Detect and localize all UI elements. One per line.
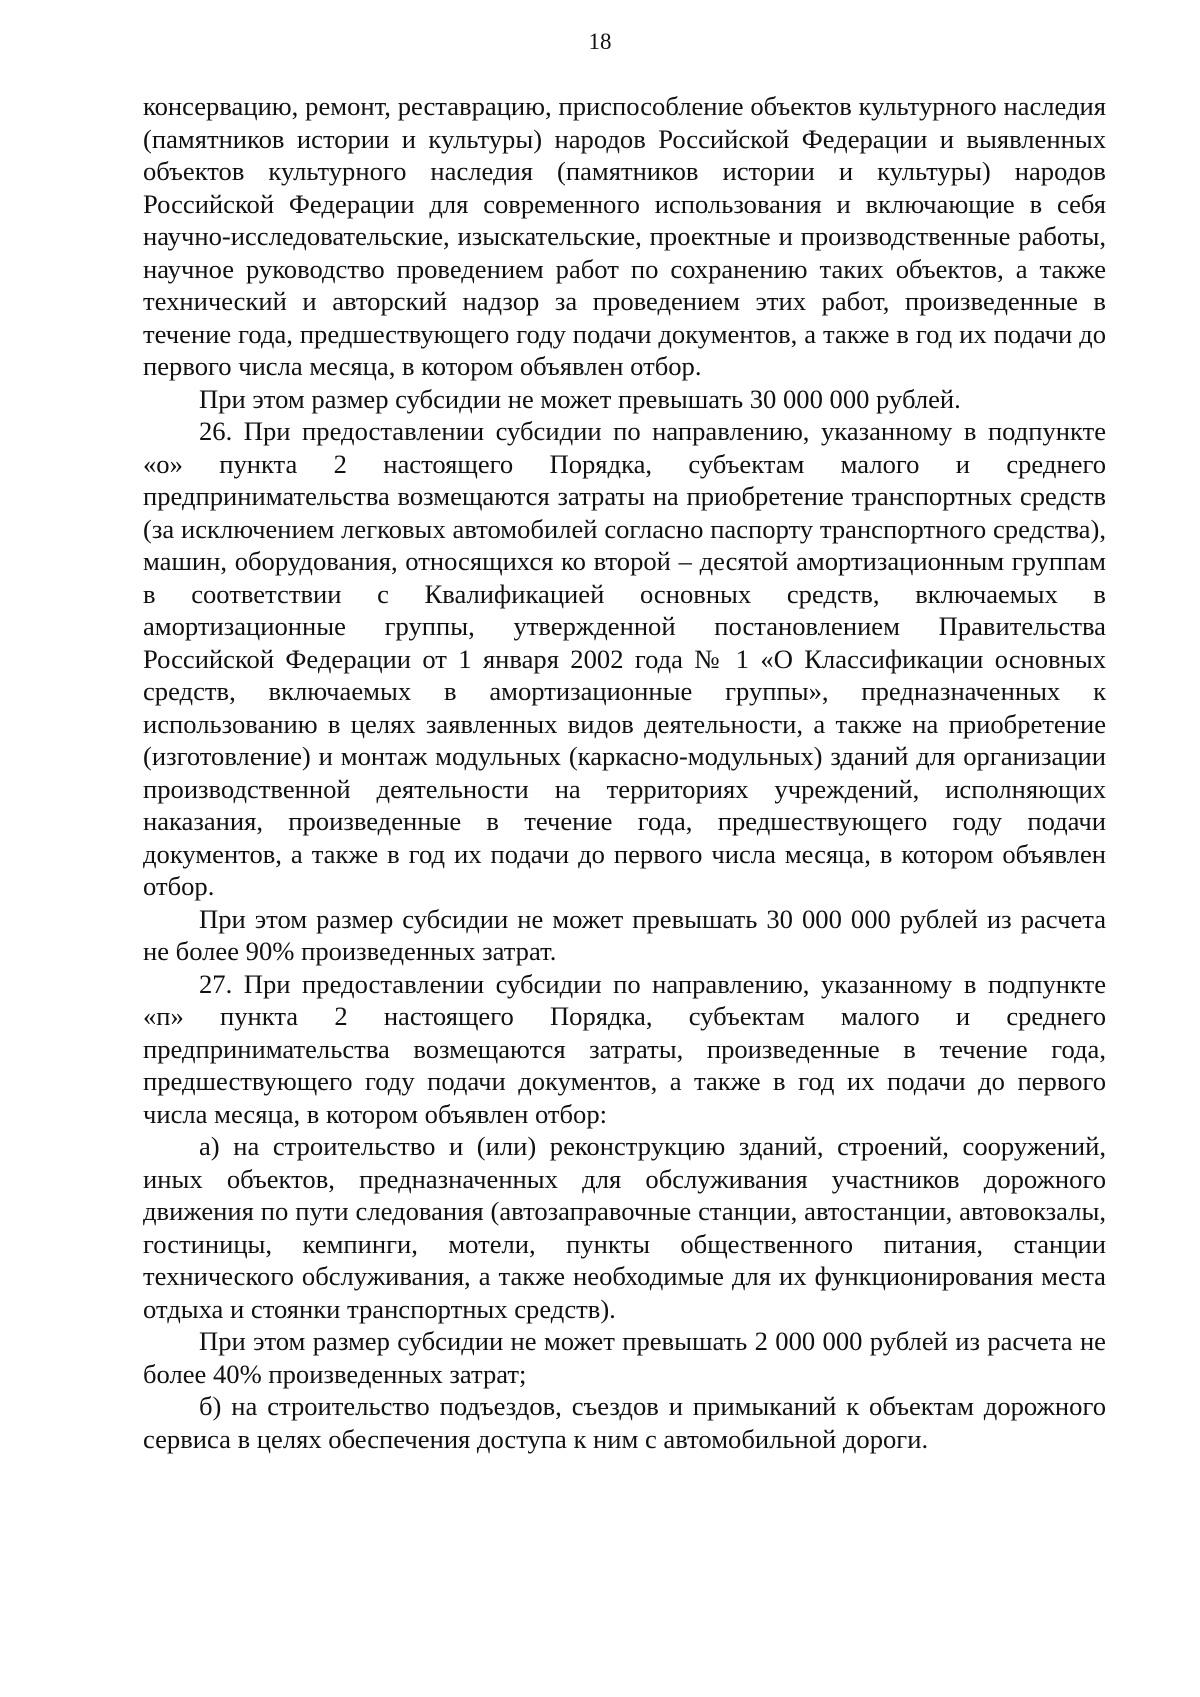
document-body (143, 90, 1106, 1455)
paragraph-item-27: 27. При предоставлении субсидии по направлению, указанному в подпункте «п» пункта 2 настоящего Порядка, субъектам малого и среднего предпринимательства возмещаются затраты, произведенные в течение года, предшествующего году подачи документов, а также в год их подачи до первого числа месяца, в котором объявлен отбор: (143, 968, 1106, 1129)
paragraph-subitem-b: б) на строительство подъездов, съездов и примыканий к объектам дорожного сервиса в целях обеспечения доступа к ним с автомобильной дороги. (143, 1391, 1106, 1454)
paragraph-subsidy-limit-1: При этом размер субсидии не может превышать 30 000 000 рублей. (199, 383, 961, 414)
paragraph-item-26: 26. При предоставлении субсидии по направлению, указанному в подпункте «о» пункта 2 настоящего Порядка, субъектам малого и среднего предпринимательства возмещаются затраты на приобретение транспортных средств (за исключением легковых автомобилей согласно паспорту транспортного средства), машин, оборудования, относящихся ко второй – десятой амортизационным группам в соответствии с Квалификацией основных средств, включаемых в амортизационные группы, утвержденной постановлением Правительства Российской Федерации от 1 января 2002 года № 1 «О Классификации основных средств, включаемых в амортизационные группы», предназначенных к использованию в целях заявленных видов деятельности, а также на приобретение (изготовление) и монтаж модульных (каркасно-модульных) зданий для организации производственной деятельности на территориях учреждений, исполняющих наказания, произведенные в течение года, предшествующего году подачи документов, а также в год их подачи до первого числа месяца, в котором объявлен отбор. (143, 416, 1106, 901)
paragraph-subitem-a: а) на строительство и (или) реконструкцию зданий, строений, сооружений, иных объектов, предназначенных для обслуживания участников дорожного движения по пути следования (автозаправочные станции, автостанции, автовокзалы, гостиницы, кемпинги, мотели, пункты общественного питания, станции технического обслуживания, а также необходимые для их функционирования места отдыха и стоянки транспортных средств). (143, 1131, 1106, 1324)
paragraph-subsidy-limit-3: При этом размер субсидии не может превышать 2 000 000 рублей из расчета не более 40% произведенных затрат; (143, 1326, 1106, 1389)
paragraph-subsidy-limit-2: При этом размер субсидии не может превышать 30 000 000 рублей из расчета не более 90% произведенных затрат. (143, 903, 1106, 966)
paragraph-continuation: консервацию, ремонт, реставрацию, приспособление объектов культурного наследия (памятников истории и культуры) народов Российской Федерации и выявленных объектов культурного наследия (памятников истории и культуры) народов Российской Федерации для современного использования и включающие в себя научно-исследовательские, изыскательские, проектные и производственные работы, научное руководство проведением работ по сохранению таких объектов, а также технический и авторский надзор за проведением этих работ, произведенные в течение года, предшествующего году подачи документов, а также в год их подачи до первого числа месяца, в котором объявлен отбор. (143, 91, 1106, 381)
page-number: 18 (588, 29, 612, 54)
